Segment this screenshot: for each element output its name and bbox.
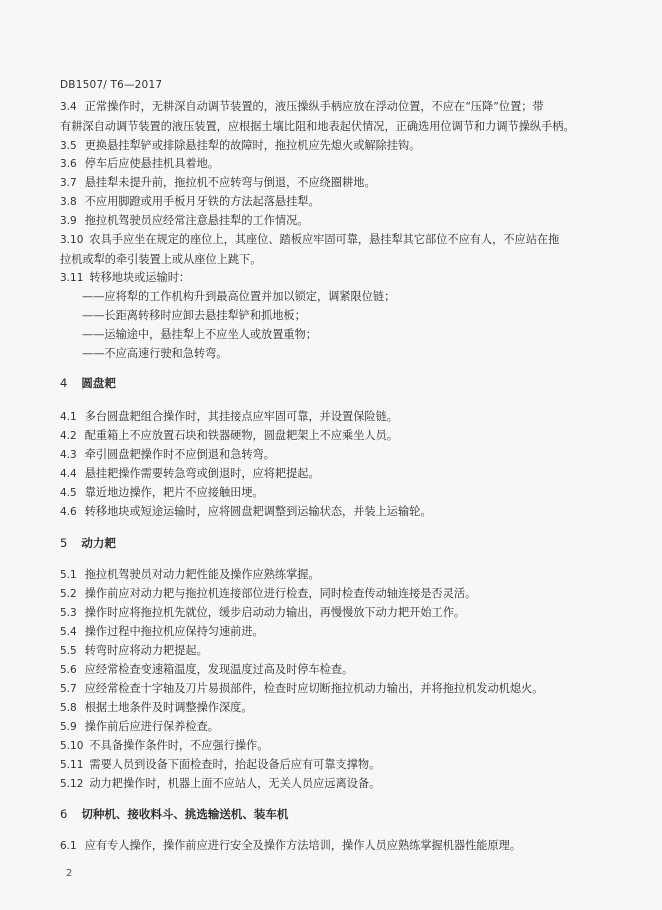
- clause-number: 3.5: [60, 140, 77, 152]
- clause-3-10: [60, 230, 608, 269]
- clause-text: 操作前应对动力耙与拖拉机连接部位进行检查，同时检查传动轴连接是否灵活。: [84, 587, 477, 600]
- clause-3-8: [60, 192, 608, 212]
- clause-text: 动力耙操作时，机器上面不应站人，无关人员应远离设备。: [89, 777, 381, 790]
- clause-number: 3.4: [60, 101, 77, 113]
- clause-5-9: [60, 717, 608, 737]
- clause-3-5: [60, 136, 608, 156]
- clause-text-continued: 拉机或犁的牵引装置上或从座位上跳下。: [60, 253, 262, 266]
- clause-5-8: [60, 698, 608, 718]
- dash-item: ——运输途中，悬挂犁上不应坐人或放置重物；: [82, 328, 317, 341]
- clause-number: 5.1: [60, 569, 77, 581]
- clause-number: 4.3: [60, 449, 77, 461]
- clause-number: 5.9: [60, 721, 77, 733]
- clause-number: 3.10: [60, 234, 84, 246]
- clause-number: 3.7: [60, 177, 77, 189]
- clause-number: 3.8: [60, 196, 77, 208]
- clause-text: 更换悬挂犁铲或排除悬挂犁的故障时，拖拉机应先熄火或解除挂钩。: [84, 139, 421, 152]
- clause-text: 悬挂耙操作需要转急弯或倒退时，应将耙提起。: [84, 467, 320, 480]
- clause-5-1: [60, 565, 608, 585]
- clause-number: 4.5: [60, 487, 77, 499]
- clause-5-5: [60, 641, 608, 661]
- clause-number: 5.3: [60, 607, 77, 619]
- clause-3-6: [60, 154, 608, 174]
- clause-number: 5.11: [60, 759, 84, 771]
- clause-number: 4.4: [60, 468, 77, 480]
- clause-text: 操作时应将拖拉机先就位，缓步启动动力输出，再慢慢放下动力耙开始工作。: [84, 606, 466, 619]
- clause-number: 5.10: [60, 740, 84, 752]
- clause-3-7: [60, 173, 608, 193]
- clause-number: 4.2: [60, 430, 77, 442]
- clause-5-12: [60, 774, 608, 794]
- section-heading-5: [60, 535, 116, 551]
- clause-text: 操作过程中拖拉机应保持匀速前进。: [84, 625, 264, 638]
- clause-number: 4.6: [60, 506, 77, 518]
- clause-text: 配重箱上不应放置石块和铁器硬物，圆盘耙架上不应乘坐人员。: [84, 429, 398, 442]
- clause-3-4: [60, 97, 608, 136]
- clause-5-3: [60, 603, 608, 623]
- clause-text-continued: 有耕深自动调节装置的液压装置，应根据土壤比阻和地表起伏情况，正确选用位调节和力调节操纵手柄。: [60, 120, 575, 133]
- clause-4-2: [60, 426, 608, 446]
- clause-6-1: [60, 836, 608, 856]
- clause-text: 多台圆盘耙组合操作时，其挂接点应牢固可靠，并设置保险链。: [84, 410, 398, 423]
- clause-number: 5.5: [60, 645, 77, 657]
- document-code: DB1507/ T6—2017: [60, 79, 163, 91]
- clause-text: 不应用脚蹬或用手板月牙铁的方法起落悬挂犁。: [84, 195, 320, 208]
- clause-4-6: [60, 502, 608, 522]
- clause-text: 农具手应坐在规定的座位上，其座位、踏板应牢固可靠，悬挂犁其它部位不应有人，不应站在拖: [89, 233, 560, 246]
- clause-text: 悬挂犁未提升前，拖拉机不应转弯与倒退，不应绕圈耕地。: [84, 176, 376, 189]
- clause-5-2: [60, 584, 608, 604]
- clause-number: 4.1: [60, 411, 77, 423]
- clause-text: 转移地块或运输时：: [89, 271, 191, 284]
- clause-4-5: [60, 483, 608, 503]
- clause-number: 5.2: [60, 588, 77, 600]
- clause-text: 需要人员到设备下面检查时，抬起设备后应有可靠支撑物。: [89, 758, 381, 771]
- section-heading-6: [60, 806, 288, 822]
- clause-text: 拖拉机驾驶员应经常注意悬挂犁的工作情况。: [84, 214, 309, 227]
- clause-3-11: [60, 268, 608, 288]
- clause-text: 靠近地边操作，耙片不应接触田埂。: [84, 486, 264, 499]
- section-title: 动力耙: [81, 536, 116, 550]
- section-number: 5: [60, 536, 68, 550]
- clause-number: 6.1: [60, 840, 77, 852]
- clause-text: 应有专人操作，操作前应进行安全及操作方法培训，操作人员应熟练掌握机器性能原理。: [84, 839, 522, 852]
- section-number: 6: [60, 807, 68, 821]
- clause-text: 不具备操作条件时，不应强行操作。: [89, 739, 269, 752]
- clause-text: 牵引圆盘耙操作时不应倒退和急转弯。: [84, 448, 275, 461]
- clause-4-1: [60, 407, 608, 427]
- clause-4-3: [60, 445, 608, 465]
- clause-number: 3.9: [60, 215, 77, 227]
- clause-text: 转移地块或短途运输时，应将圆盘耙调整到运输状态，并装上运输轮。: [84, 505, 432, 518]
- clause-number: 3.6: [60, 158, 77, 170]
- clause-number: 5.6: [60, 664, 77, 676]
- dash-item: ——长距离转移时应卸去悬挂犁铲和抓地板；: [82, 309, 306, 322]
- clause-number: 5.12: [60, 778, 84, 790]
- dash-item: ——应将犁的工作机构升到最高位置并加以锁定，调紧限位链；: [82, 290, 396, 303]
- clause-number: 5.8: [60, 702, 77, 714]
- clause-3-9: [60, 211, 608, 231]
- section-heading-4: [60, 375, 116, 391]
- clause-5-4: [60, 622, 608, 642]
- clause-text: 应经常检查变速箱温度，发现温度过高及时停车检查。: [84, 663, 354, 676]
- section-number: 4: [60, 376, 68, 390]
- clause-text: 拖拉机驾驶员对动力耙性能及操作应熟练掌握。: [84, 568, 320, 581]
- clause-5-6: [60, 660, 608, 680]
- clause-number: 3.11: [60, 272, 84, 284]
- clause-5-7: [60, 679, 608, 699]
- clause-5-11: [60, 755, 608, 775]
- clause-5-10: [60, 736, 608, 756]
- clause-text: 停车后应使悬挂机具着地。: [84, 157, 219, 170]
- clause-number: 5.7: [60, 683, 77, 695]
- clause-text: 正常操作时，无耕深自动调节装置的，液压操纵手柄应放在浮动位置，不应在“压降”位置；带: [84, 100, 544, 113]
- dash-item: ——不应高速行驶和急转弯。: [82, 347, 228, 360]
- clause-text: 转弯时应将动力耙提起。: [84, 644, 208, 657]
- clause-number: 5.4: [60, 626, 77, 638]
- section-title: 圆盘耙: [81, 376, 116, 390]
- section-title: 切种机、接收料斗、挑选输送机、装车机: [81, 807, 289, 821]
- clause-text: 根据土地条件及时调整操作深度。: [84, 701, 253, 714]
- clause-4-4: [60, 464, 608, 484]
- clause-text: 操作前后应进行保养检查。: [84, 720, 219, 733]
- clause-text: 应经常检查十字轴及刀片易损部件，检查时应切断拖拉机动力输出，并将拖拉机发动机熄火。: [84, 682, 544, 695]
- page-number: 2: [66, 868, 73, 879]
